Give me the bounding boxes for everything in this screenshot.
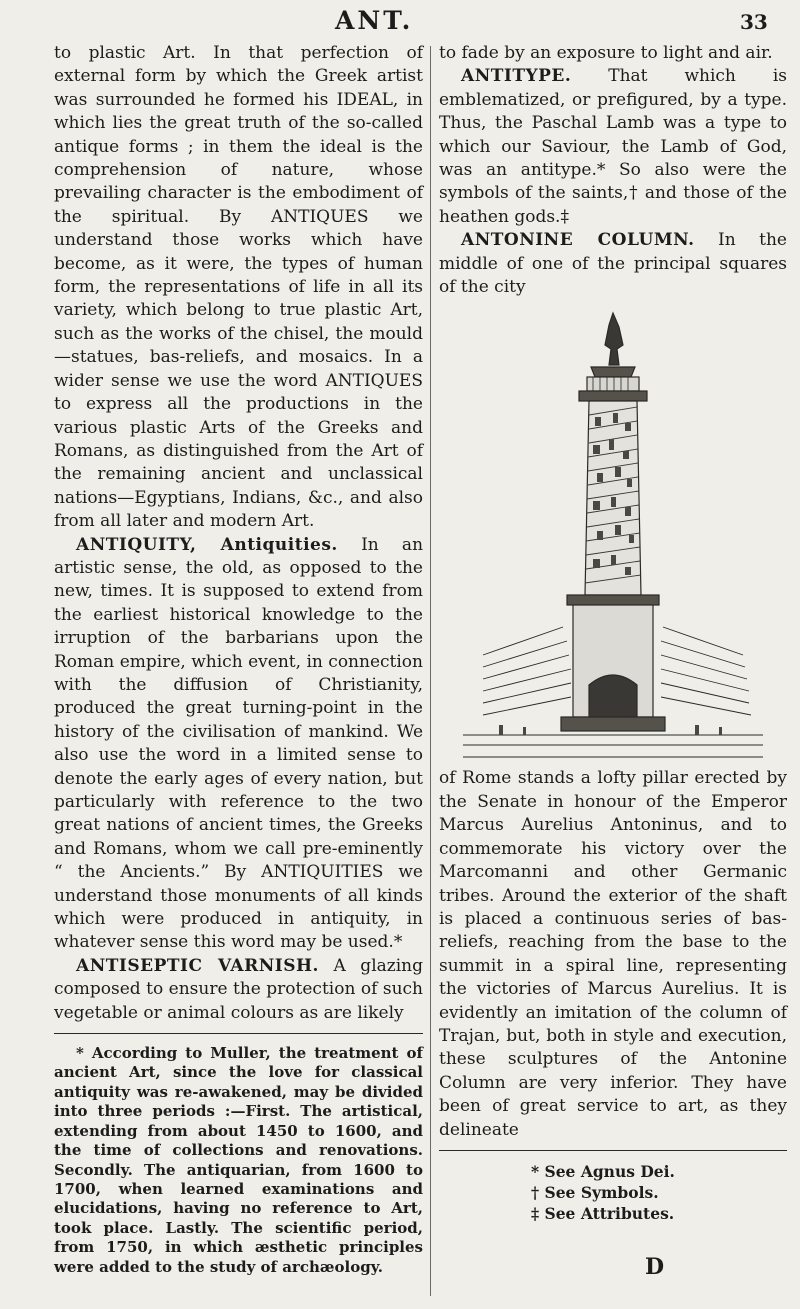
paragraph-fade: to fade by an exposure to light and air. <box>439 43 773 63</box>
footnote-symbols: † See Symbols. <box>531 1182 659 1202</box>
paragraph-antiques: to plastic Art. In that perfection of external form by which the Greek artist was surrounded he formed his IDEAL, in which lies the great truth of the so-called antique forms ; in them the ideal is the comprehension of nature, whose prevailing character is the embodiment of the spiritual. By ANTIQUES we understand those works which have become, as it were, the types of human form, the representations of life in all its variety, which belong to true plastic Art, such as the works of the chisel, the mould—statues, bas-reliefs, and mosaics. In a wider sense we use the word ANTIQUES to express all the productions in the various plastic Arts of the Greeks and Romans, as distinguished from the Art of the remaining ancient and unclassical nations—Egyptians, Indians, &c., and also from all later and modern Art. <box>54 43 423 532</box>
paragraph-rome-pillar: of Rome stands a lofty pillar erected by the Senate in honour of the Emperor Marcus Aurelius Antoninus, and to commemorate his victory over the Marcomanni and other Germanic tribes. Around the exterior of the shaft is placed a continuous series of bas-reliefs, reaching from the base to the summit in a spiral line, representing the victories of Marcus Aurelius. It is evidently an imitation of the column of Trajan, but, both in style and execution, these sculptures of the Antonine Column are very inferior. They have been of great service to art, as they delineate <box>439 768 787 1140</box>
entry-term-antitype: ANTITYPE. <box>461 66 572 87</box>
entry-term-antiseptic-varnish: ANTISEPTIC VARNISH. <box>76 955 319 976</box>
paragraph-antiquity: ANTIQUITY, Antiquities. In an artistic sense, the old, as opposed to the new, times. It is supposed to extend from the earliest historical knowledge to the irruption of the barbarians upon the Roman empire, which event, in connection with the diffusion of Christianity, produced the great turning-point in the history of the civilisation of mankind. We also use the word in a limited sense to denote the early ages of every nation, but particularly with reference to the two great nations of ancient times, the Greeks and Romans, whom we call pre-eminently “ the Ancients.” By ANTIQUITIES we understand those monuments of all kinds which were produced in antiquity, in whatever sense this word may be used.* <box>54 534 424 953</box>
antonine-column-illustration <box>463 305 763 765</box>
signature-mark: D <box>645 1254 665 1280</box>
page-number: 33 <box>740 10 768 34</box>
entry-term-antiquity: ANTIQUITY, Antiquities. <box>76 534 338 555</box>
footnote-agnus-dei: * See Agnus Dei. <box>531 1161 675 1181</box>
entry-term-antonine-column: ANTONINE COLUMN. <box>461 230 695 251</box>
footnote-muller: * According to Muller, the treatment of ancient Art, since the love for classical antiquity was re-awakened, may be divided into three periods :—First. The artistical, extending from about 1450 to 1600, and the time of collections and renovations. Secondly. The antiquarian, from 1600 to 1700, when learned examinations and elucidations, having no reference to Art, took place. Lastly. The scientific period, from 1750, in which æsthetic principles were added to the study of archæology. <box>54 1044 423 1276</box>
header-title: ANT. <box>335 6 414 35</box>
right-column <box>439 42 787 1224</box>
footnote-rule <box>54 1033 423 1034</box>
paragraph-antiseptic-varnish: ANTISEPTIC VARNISH. A glazing composed to ensure the protection of such vegetable or animal colours as are likely <box>54 955 423 1023</box>
column-divider <box>430 46 431 1296</box>
paragraph-antonine-column: ANTONINE COLUMN. In the middle of one of the principal squares of the city <box>439 230 787 298</box>
footnote-attributes: ‡ See Attributes. <box>531 1203 675 1223</box>
paragraph-antitype: ANTITYPE. That which is emblematized, or prefigured, by a type. Thus, the Paschal Lamb was a type to which our Saviour, the Lamb of God, was an antitype.* So also were the symbols of the saints,† and those of the heathen gods.‡ <box>439 66 787 227</box>
running-header <box>0 6 800 42</box>
footnote-rule-right <box>439 1150 787 1151</box>
left-column <box>54 42 423 1277</box>
